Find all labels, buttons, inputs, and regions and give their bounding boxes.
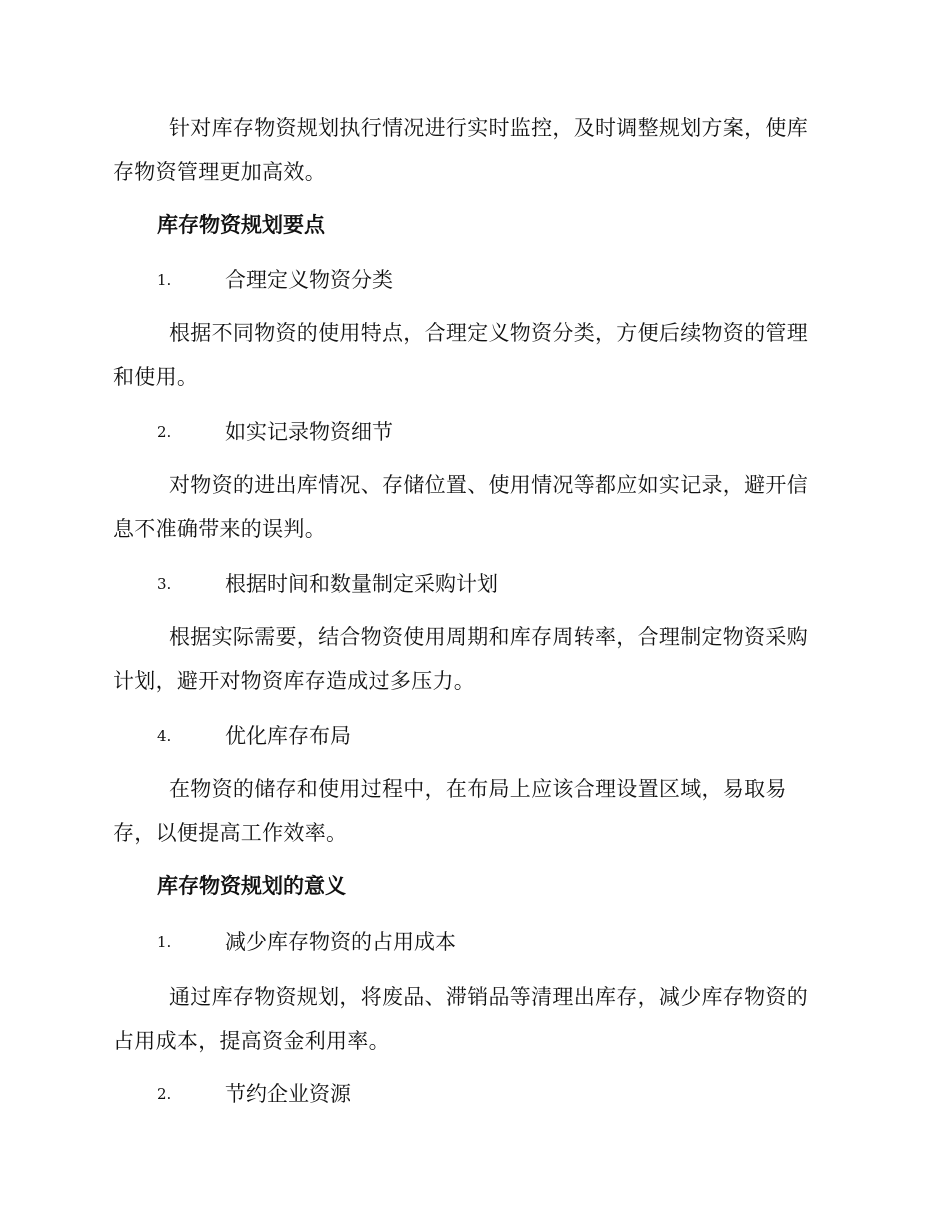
- list-item-number: 2.: [157, 1085, 172, 1103]
- list-item-body: 通过库存物资规划，将废品、滞销品等清理出库存，减少库存物资的占用成本，提高资金利用率。: [113, 985, 808, 1053]
- list-item-title: 节约企业资源: [225, 1082, 351, 1106]
- list-item-title: 根据时间和数量制定采购计划: [225, 572, 498, 596]
- section-heading-significance: 库存物资规划的意义: [157, 873, 346, 898]
- intro-paragraph: 针对库存物资规划执行情况进行实时监控，及时调整规划方案，使库存物资管理更加高效。: [113, 116, 808, 184]
- list-item-title: 合理定义物资分类: [225, 268, 393, 292]
- list-item-number: 1.: [157, 933, 172, 951]
- list-item-body: 根据实际需要，结合物资使用周期和库存周转率，合理制定物资采购计划，避开对物资库存造成过多压力。: [113, 625, 808, 693]
- list-item-title: 减少库存物资的占用成本: [225, 930, 456, 954]
- list-item-number: 4.: [157, 727, 172, 745]
- list-item-body: 根据不同物资的使用特点，合理定义物资分类，方便后续物资的管理和使用。: [113, 321, 808, 389]
- list-item-number: 1.: [157, 271, 172, 289]
- list-item-body: 对物资的进出库情况、存储位置、使用情况等都应如实记录，避开信息不准确带来的误判。: [113, 473, 808, 541]
- list-item-number: 3.: [157, 575, 172, 593]
- list-item-body: 在物资的储存和使用过程中，在布局上应该合理设置区域，易取易存，以便提高工作效率。: [113, 777, 787, 845]
- list-item-number: 2.: [157, 423, 172, 441]
- list-item-title: 如实记录物资细节: [225, 420, 393, 444]
- list-item-title: 优化库存布局: [225, 724, 351, 748]
- section-heading-key-points: 库存物资规划要点: [157, 212, 325, 237]
